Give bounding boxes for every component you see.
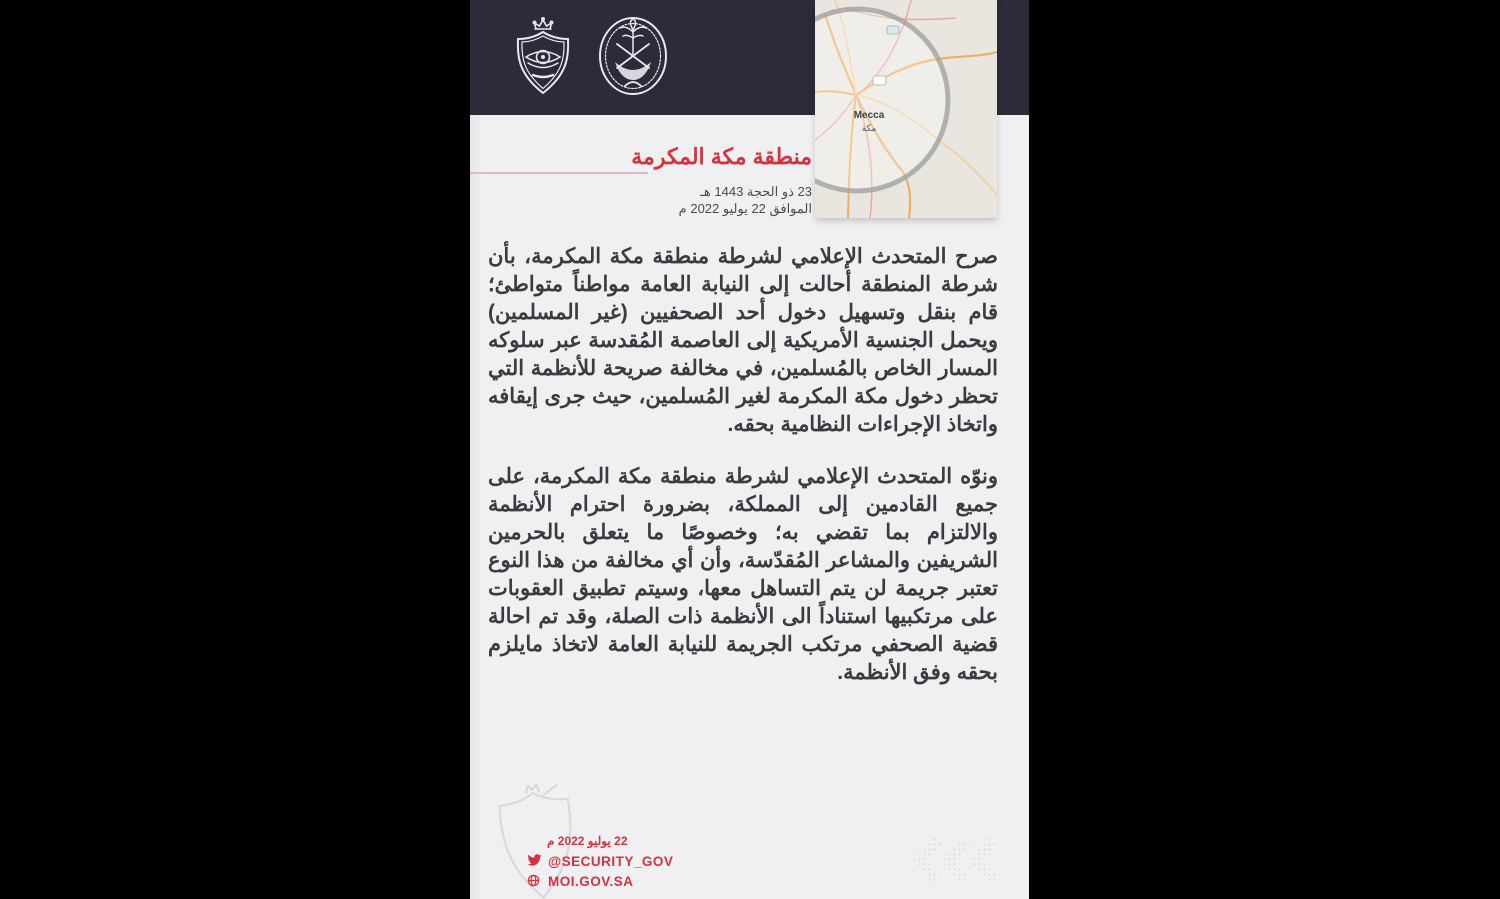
statement-paragraph-2: ونوّه المتحدث الإعلامي لشرطة منطقة مكة المكرمة، على جميع القادمين إلى المملكة، بضرورة احترام الأنظمة والالتزام بما تقضي به؛ وخصوصًا ما يتعلق بالحرمين الشريفين والمشاعر المُقدّسة، وأن أي مخالفة من هذا النوع تعتبر جريمة لن يتم التساهل معها، وسيتم تطبيق العقوبات على مرتكبيها استناداً الى الأنظمة ذات الصلة، وقد تم احالة قضية الصحفي مرتكب الجريمة للنيابة العامة لاتخاذ مايلزم بحقه وفق الأنظمة.: [488, 465, 998, 684]
statement-card: [470, 0, 1029, 899]
website-url: MOI.GOV.SA: [548, 873, 634, 889]
ministry-of-interior-emblem-icon: [595, 12, 671, 98]
footer-date-row: [527, 833, 673, 849]
map-city-label-en: Mecca: [853, 110, 885, 121]
region-title: منطقة مكة المكرمة: [631, 144, 812, 169]
map-graphic: [815, 0, 997, 218]
statement-body: [488, 243, 998, 711]
statement-paragraph-1: صرح المتحدث الإعلامي لشرطة منطقة مكة المكرمة، بأن شرطة المنطقة أحالت إلى النيابة العامة مواطناً متواطئ؛ قام بنقل وتسهيل دخول أحد الصحفيين (غير المسلمين) ويحمل الجنسية الأمريكية إلى العاصمة المُقدسة عبر سلوكه المسار الخاص بالمُسلمين، في مخالفة صريحة للأنظمة التي تحظر دخول مكة المكرمة لغير المُسلمين، حيث جرى إيقافه واتخاذ الإجراءات النظامية بحقه.: [488, 245, 998, 436]
globe-icon: [527, 874, 542, 889]
footer-website-row: [527, 873, 673, 889]
map-city-label-ar: مكة: [861, 123, 877, 133]
twitter-handle: @SECURITY_GOV: [548, 853, 674, 869]
mecca-map-inset: [815, 0, 997, 218]
title-divider-line: [470, 172, 648, 174]
hijri-date: 23 ذو الحجة 1443 هـ: [700, 184, 812, 199]
twitter-bird-icon: [527, 854, 542, 869]
footer-date: 22 يوليو 2022 م: [547, 834, 628, 848]
dotted-chevron-pattern-icon: [913, 838, 999, 884]
police-shield-emblem-icon: [504, 15, 582, 99]
footer-twitter-row: [527, 853, 673, 869]
footer-contact-block: [527, 833, 673, 889]
gregorian-date: الموافق 22 يوليو 2022 م: [678, 201, 812, 216]
